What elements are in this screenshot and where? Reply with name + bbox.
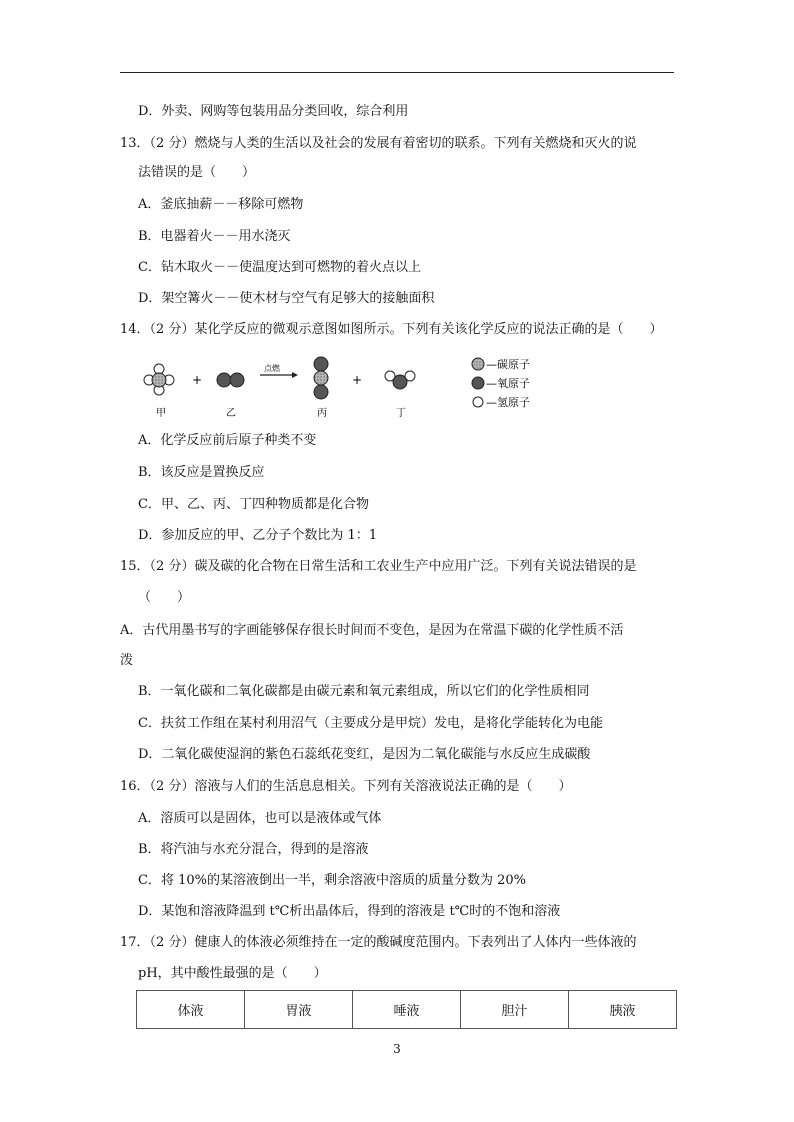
q13-option-b: B．电器着火－－用水浇灭 xyxy=(138,229,291,244)
table-header-cell: 唾液 xyxy=(353,991,461,1029)
q15-option-a-line2: 泼 xyxy=(120,653,134,668)
molecule-yi xyxy=(217,373,244,387)
header-rule xyxy=(120,72,674,73)
q13-stem-line1: 13．（2 分）燃烧与人类的生活以及社会的发展有着密切的联系。下列有关燃烧和灭火的说 xyxy=(120,136,637,151)
reaction-condition: 点燃 xyxy=(264,364,280,373)
q15-option-c: C．扶贫工作组在某村利用沼气（主要成分是甲烷）发电，是将化学能转化为电能 xyxy=(138,716,603,731)
q16-stem: 16．（2 分）溶液与人们的生活息息相关。下列有关溶液说法正确的是（ ） xyxy=(120,779,572,794)
table-row xyxy=(137,991,677,1029)
q15-option-d: D．二氧化碳使湿润的紫色石蕊纸花变红，是因为二氧化碳能与水反应生成碳酸 xyxy=(138,747,591,762)
molecule-jia xyxy=(144,364,174,395)
label-bing: 丙 xyxy=(317,408,327,419)
q15-option-b: B．一氧化碳和二氧化碳都是由碳元素和氧元素组成，所以它们的化学性质相同 xyxy=(138,684,590,699)
table-header-cell: 体液 xyxy=(137,991,245,1029)
q13-option-a: A．釜底抽薪－－移除可燃物 xyxy=(138,197,304,212)
plus-sign-2: + xyxy=(352,373,363,387)
q16-option-c: C．将 10%的某溶液倒出一半，剩余溶液中溶质的质量分数为 20% xyxy=(138,873,527,888)
page-number: 3 xyxy=(393,1042,401,1056)
legend-oxygen-swatch xyxy=(472,377,484,389)
q12-option-d: D．外卖、网购等包装用品分类回收，综合利用 xyxy=(138,104,409,119)
label-ding: 丁 xyxy=(396,408,406,419)
q17-stem-line1: 17．（2 分）健康人的体液必须维持在一定的酸碱度范围内。下表列出了人体内一些体液的 xyxy=(120,935,637,950)
q14-option-c: C．甲、乙、丙、丁四种物质都是化合物 xyxy=(138,497,369,512)
legend-carbon-swatch xyxy=(472,358,484,370)
molecule-bing xyxy=(314,357,328,399)
plus-sign-1: + xyxy=(192,373,203,387)
legend-hydrogen: —氢原子 xyxy=(486,396,530,409)
legend-oxygen: —氧原子 xyxy=(486,377,530,390)
q17-stem-line2: pH，其中酸性最强的是（ ） xyxy=(138,966,327,981)
diagram-legend xyxy=(472,357,530,409)
table-header-cell: 胆汁 xyxy=(461,991,569,1029)
table-header-cell: 胃液 xyxy=(245,991,353,1029)
molecule-ding xyxy=(385,371,415,389)
ph-table xyxy=(136,990,677,1029)
legend-hydrogen-swatch xyxy=(473,397,483,407)
table-header-cell: 胰液 xyxy=(569,991,677,1029)
q13-stem-line2: 法错误的是（ ） xyxy=(138,165,256,180)
q15-option-a-line1: A．古代用墨书写的字画能够保存很长时间而不变色，是因为在常温下碳的化学性质不活 xyxy=(120,623,624,638)
reaction-diagram xyxy=(140,352,580,424)
q13-option-c: C．钻木取火－－使温度达到可燃物的着火点以上 xyxy=(138,260,421,275)
q15-stem-line2: （ ） xyxy=(138,590,191,605)
q16-option-a: A．溶质可以是固体，也可以是液体或气体 xyxy=(138,811,382,826)
q14-option-b: B．该反应是置换反应 xyxy=(138,465,265,480)
q14-option-d: D．参加反应的甲、乙分子个数比为 1：1 xyxy=(138,528,378,543)
q14-stem: 14．（2 分）某化学反应的微观示意图如图所示。下列有关该化学反应的说法正确的是（ ） xyxy=(120,322,663,337)
q15-stem-line1: 15．（2 分）碳及碳的化合物在日常生活和工农业生产中应用广泛。下列有关说法错误的是 xyxy=(120,559,637,574)
q14-option-a: A．化学反应前后原子种类不变 xyxy=(138,433,317,448)
label-yi: 乙 xyxy=(226,408,236,419)
label-jia: 甲 xyxy=(156,408,166,419)
q16-option-b: B．将汽油与水充分混合，得到的是溶液 xyxy=(138,842,369,857)
legend-carbon: —碳原子 xyxy=(486,358,530,371)
q13-option-d: D．架空篝火－－使木材与空气有足够大的接触面积 xyxy=(138,291,435,306)
q16-option-d: D．某饱和溶液降温到 t℃析出晶体后，得到的溶液是 t℃时的不饱和溶液 xyxy=(138,904,561,919)
